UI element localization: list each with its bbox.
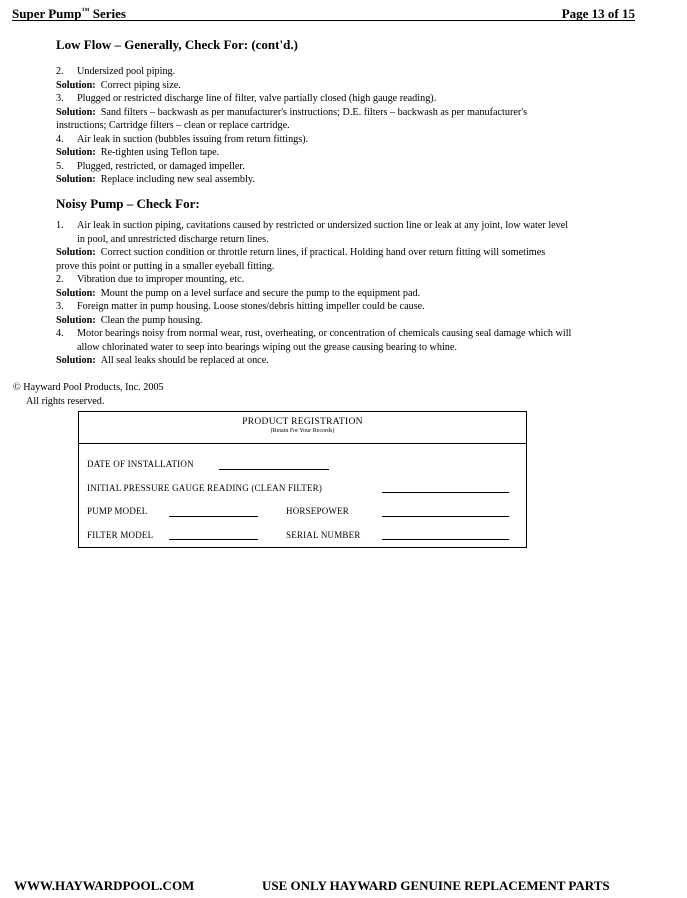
item-number: 4.: [56, 133, 64, 145]
solution-line: [56, 246, 656, 260]
gauge-field[interactable]: [382, 492, 509, 493]
low-flow-section: [56, 65, 656, 187]
solution-line: [56, 146, 656, 160]
rights-line: All rights reserved.: [26, 395, 105, 407]
registration-title: PRODUCT REGISTRATION: [242, 417, 363, 427]
item-text: Air leak in suction piping, cavitations caused by restricted or undersized suction line or leak at any joint, low water level: [77, 220, 569, 231]
solution-text: Replace including new seal assembly.: [100, 174, 255, 185]
footer-website[interactable]: WWW.HAYWARDPOOL.COM: [14, 878, 195, 893]
solution-label: Solution:: [56, 106, 96, 118]
page-number: Page 13 of 15: [561, 6, 635, 21]
filter-model-label: FILTER MODEL: [87, 530, 154, 540]
registration-subtitle: (Retain For Your Records): [270, 428, 335, 434]
item-text: Undersized pool piping.: [77, 66, 176, 77]
solution-text: Correct suction condition or throttle return lines, if practical. Holding hand over return fitting will sometimes: [100, 247, 546, 258]
solution-label: Solution:: [56, 147, 96, 158]
item-line: [56, 327, 656, 341]
solution-label: Solution:: [56, 174, 96, 185]
item-text: Plugged, restricted, or damaged impeller.: [77, 160, 245, 172]
page-header: [12, 5, 635, 21]
header-title: Super Pump™ Series: [12, 6, 126, 21]
item-number: 3.: [56, 301, 64, 312]
solution-label: Solution:: [56, 287, 96, 299]
item-number: 2.: [56, 274, 64, 285]
item-text: Plugged or restricted discharge line of filter, valve partially closed (high gauge reading).: [77, 93, 437, 104]
item-number: 5.: [56, 160, 64, 172]
item-line: [56, 273, 656, 287]
serial-number-label: SERIAL NUMBER: [286, 530, 361, 540]
item-line: [56, 92, 656, 106]
solution-text: Mount the pump on a level surface and secure the pump to the equipment pad.: [100, 287, 421, 299]
solution-line: [56, 106, 656, 120]
horsepower-label: HORSEPOWER: [286, 506, 350, 516]
solution-line: [56, 119, 656, 133]
solution-line: [56, 354, 656, 368]
solution-line: [56, 287, 656, 301]
noisy-pump-heading: Noisy Pump – Check For:: [56, 196, 200, 211]
solution-text: instructions; Cartridge filters – clean or replace cartridge.: [56, 120, 290, 131]
date-label: DATE OF INSTALLATION: [87, 459, 194, 469]
pump-model-label: PUMP MODEL: [87, 506, 148, 516]
horsepower-field[interactable]: [382, 516, 509, 517]
item-number: 3.: [56, 93, 64, 104]
low-flow-heading: Low Flow – Generally, Check For: (cont'd.): [56, 37, 298, 52]
item-number: 1.: [56, 220, 64, 231]
date-field[interactable]: [219, 469, 329, 470]
item-text: Motor bearings noisy from normal wear, rust, overheating, or concentration of chemicals causing seal damage which will: [77, 328, 572, 339]
solution-text: Re-tighten using Teflon tape.: [100, 147, 220, 158]
item-text-continued: allow chlorinated water to seep into bearings wiping out the grease causing bearing to whine.: [77, 341, 457, 353]
footer-notice: USE ONLY HAYWARD GENUINE REPLACEMENT PARTS: [262, 878, 610, 893]
item-text: Foreign matter in pump housing. Loose stones/debris hitting impeller could be cause.: [77, 301, 425, 312]
solution-text: Sand filters – backwash as per manufacturer's instructions; D.E. filters – backwash as per manufacturer's: [100, 106, 528, 118]
item-number: 2.: [56, 66, 64, 77]
item-number: 4.: [56, 328, 64, 339]
solution-label: Solution:: [56, 247, 96, 258]
item-line: [56, 133, 656, 147]
item-line: [56, 219, 656, 233]
solution-text: prove this point or putting in a smaller eyeball fitting.: [56, 260, 275, 272]
item-text-continued: in pool, and unrestricted discharge return lines.: [77, 233, 269, 245]
solution-text: Clean the pump housing.: [100, 314, 203, 326]
solution-label: Solution:: [56, 314, 96, 326]
product-registration-form: [78, 411, 527, 548]
filter-model-field[interactable]: [169, 539, 258, 540]
solution-line: [56, 260, 656, 274]
pump-model-field[interactable]: [169, 516, 258, 517]
solution-label: Solution:: [56, 355, 96, 366]
copyright-line: © Hayward Pool Products, Inc. 2005: [13, 382, 164, 393]
gauge-label: INITIAL PRESSURE GAUGE READING (CLEAN FILTER): [87, 483, 323, 493]
solution-label: Solution:: [56, 79, 96, 91]
noisy-pump-section: [56, 219, 656, 368]
item-line: [56, 160, 656, 174]
item-line: [56, 65, 656, 79]
copyright: [13, 381, 164, 408]
solution-line: [56, 173, 656, 187]
item-text: Air leak in suction (bubbles issuing from return fittings).: [77, 133, 309, 145]
item-text: Vibration due to improper mounting, etc.: [77, 274, 245, 285]
solution-text: Correct piping size.: [100, 79, 181, 91]
item-line: [56, 300, 656, 314]
solution-text: All seal leaks should be replaced at once.: [100, 355, 269, 366]
solution-line: [56, 79, 656, 93]
serial-number-field[interactable]: [382, 539, 509, 540]
solution-line: [56, 314, 656, 328]
